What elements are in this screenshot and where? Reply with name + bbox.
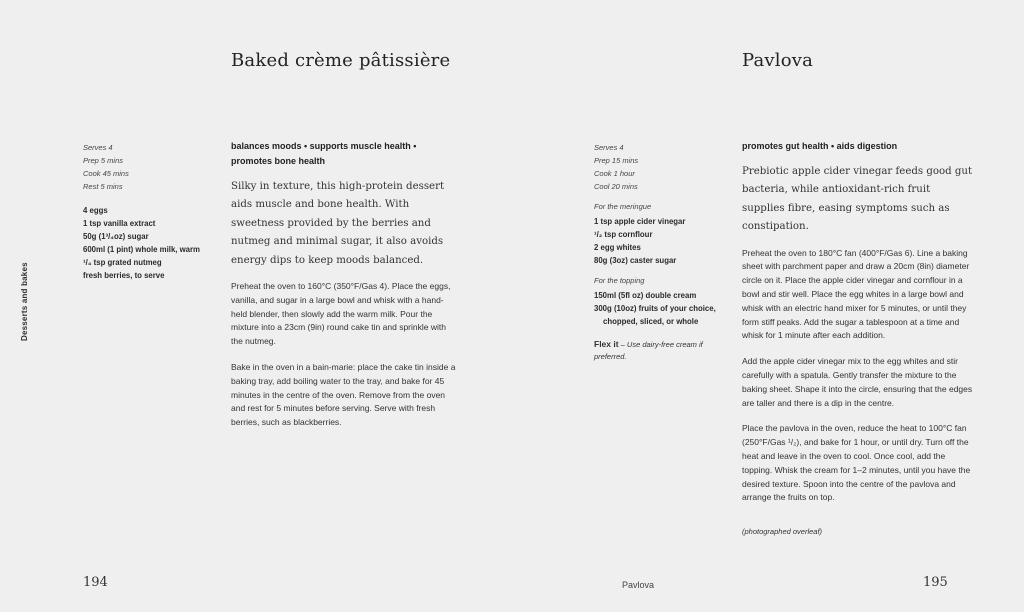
right-page [512, 0, 1024, 612]
flex-it-label: Flex it [594, 339, 619, 349]
ingredient-item: ¹/₂ tsp cornflour [594, 230, 653, 239]
ingredient-list [83, 204, 208, 282]
health-benefits: balances moods • supports muscle health • promotes bone health [231, 141, 417, 166]
ingredient-item: fresh berries, to serve [83, 271, 165, 280]
meta-prep: Prep 15 mins [594, 156, 639, 165]
recipe-title: Baked crème pâtissière [231, 50, 451, 71]
recipe-info-column [594, 141, 719, 363]
ingredient-item: 4 eggs [83, 206, 108, 215]
running-footer: Pavlova [622, 580, 655, 590]
page-number: 194 [83, 575, 108, 590]
photo-note: (photographed overleaf) [742, 527, 823, 537]
meta-serves: Serves 4 [83, 143, 113, 152]
recipe-body [231, 139, 459, 442]
ingredient-item: 300g (10oz) fruits of your choice, chopped, sliced, or whole [594, 304, 716, 326]
recipe-intro: Prebiotic apple cider vinegar feeds good gut bacteria, while antioxidant-rich fruit supplies fibre, easing symptoms such as constipation. [742, 166, 973, 233]
ingredient-item: 2 egg whites [594, 243, 641, 252]
ingredient-item: 600ml (1 pint) whole milk, warm [83, 245, 200, 254]
page-number: 195 [923, 575, 948, 590]
ingredient-item: 80g (3oz) caster sugar [594, 256, 677, 265]
meringue-subheading: For the meringue [594, 202, 652, 211]
ingredient-item: 1 tsp apple cider vinegar [594, 217, 686, 226]
meta-prep: Prep 5 mins [83, 156, 124, 165]
meringue-ingredient-list [594, 215, 719, 267]
flex-it-text: – Use dairy-free cream if preferred. [594, 340, 703, 361]
recipe-meta [83, 141, 208, 193]
meta-cook: Cook 1 hour [594, 169, 635, 178]
recipe-method [231, 280, 459, 430]
meta-serves: Serves 4 [594, 143, 624, 152]
meta-rest: Rest 5 mins [83, 182, 123, 191]
recipe-intro: Silky in texture, this high-protein dessert aids muscle and bone health. With sweetness provided by the berries and nutmeg and minimal sugar, it also avoids energy dips to keep moods balanced. [231, 181, 445, 266]
ingredient-item: 50g (1³/₄oz) sugar [83, 232, 149, 241]
recipe-meta [594, 141, 719, 193]
method-step: Place the pavlova in the oven, reduce the heat to 100°C fan (250°F/Gas ¹/₂), and bake for 1 hour, or until dry. Turn off the heat and leave in the oven to cool. Once cool, add the topping. Whisk the cream for 1–2 minutes, until you have the desired texture. Spoon into the centre of the pavlova and arrange the fruits on top. [742, 423, 971, 503]
method-step: Preheat the oven to 160°C (350°F/Gas 4). Place the eggs, vanilla, and sugar in a large bowl and whisk with a hand-held blender, then slowly add the warm milk. Pour the mixture into a 23cm (9in) round cake tin and sprinkle with the nutmeg. [231, 281, 451, 347]
method-step: Add the apple cider vinegar mix to the egg whites and stir carefully with a spatula. Gently transfer the mixture to the baking sheet. Shape it into the circle, ensuring that the edges are taller and there is a dip in the centre. [742, 356, 973, 408]
ingredient-item: 150ml (5fl oz) double cream [594, 291, 697, 300]
topping-ingredient-list [594, 289, 719, 328]
meta-cool: Cool 20 mins [594, 182, 638, 191]
topping-subheading: For the topping [594, 276, 645, 285]
recipe-title: Pavlova [742, 50, 814, 71]
method-step: Bake in the oven in a bain-marie: place the cake tin inside a baking tray, add boiling water to the tray, and bake for 45 minutes in the centre of the oven. Remove from the oven and rest for 5 minutes before serving. Serve with fresh berries, such as blackberries. [231, 362, 456, 428]
meta-cook: Cook 45 mins [83, 169, 129, 178]
recipe-body [742, 139, 974, 536]
flex-it-tip [594, 338, 719, 363]
recipe-method [742, 247, 974, 506]
recipe-info-column [83, 141, 208, 282]
chapter-side-tab: Desserts and bakes [20, 262, 29, 341]
ingredient-item: 1 tsp vanilla extract [83, 219, 156, 228]
health-benefits: promotes gut health • aids digestion [742, 141, 898, 151]
ingredient-item: ¹/₄ tsp grated nutmeg [83, 258, 162, 267]
method-step: Preheat the oven to 180°C fan (400°F/Gas 6). Line a baking sheet with parchment paper and draw a 20cm (8in) diameter circle on it. Place the apple cider vinegar and cornflour in a bowl and stir well. Place the egg whites in a large bowl and whisk with an electric hand mixer for 5 minutes, or until they form stiff peaks. Add the sugar a tablespoon at a time and whisk for 1 minute after each addition. [742, 247, 970, 341]
